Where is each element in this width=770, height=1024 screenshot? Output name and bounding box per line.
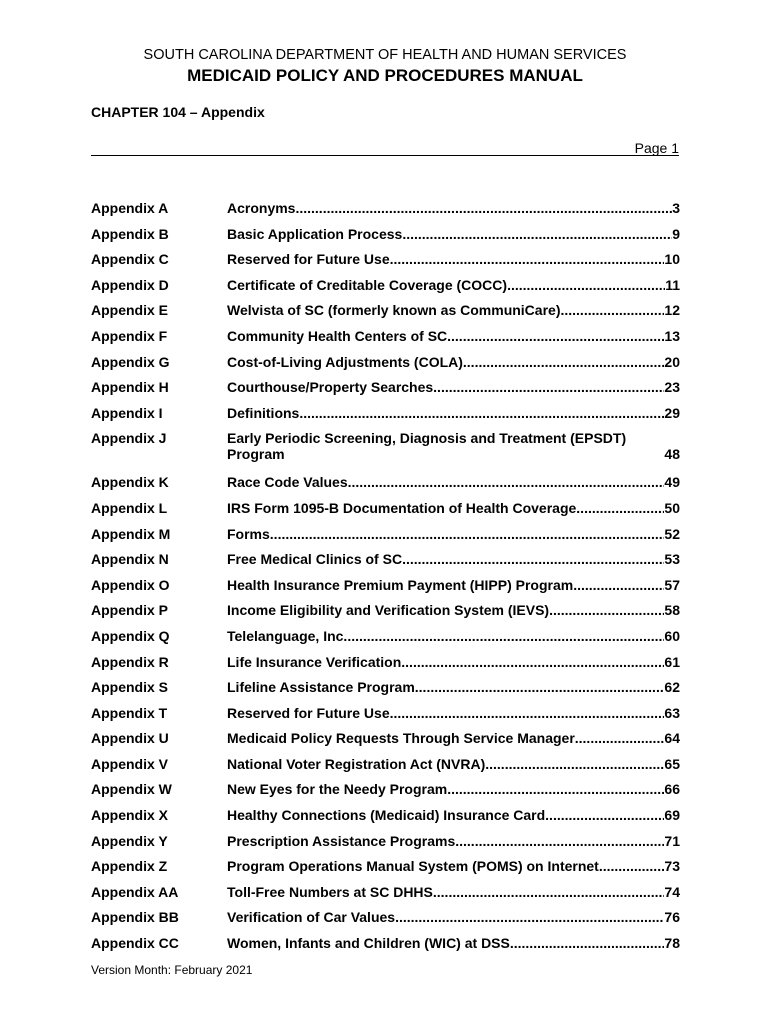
toc-page-number: 73 bbox=[664, 858, 680, 875]
toc-entry bbox=[227, 807, 680, 823]
dot-leader bbox=[402, 226, 672, 242]
toc-entry-title: Courthouse/Property Searches bbox=[227, 379, 434, 396]
toc-entry-title: Life Insurance Verification bbox=[227, 653, 402, 670]
toc-entry bbox=[227, 602, 680, 618]
toc-entry bbox=[227, 679, 680, 695]
toc-appendix-label: Appendix N bbox=[91, 551, 169, 568]
toc-entry bbox=[227, 654, 680, 670]
toc-page-number: 52 bbox=[664, 525, 680, 542]
dot-leader bbox=[599, 858, 665, 874]
toc-appendix-label: Appendix Y bbox=[91, 832, 168, 849]
toc-row[interactable] bbox=[91, 354, 680, 380]
dot-leader bbox=[295, 200, 672, 216]
dot-leader bbox=[270, 526, 665, 542]
toc-page-number: 9 bbox=[672, 225, 680, 242]
toc-row[interactable] bbox=[91, 200, 680, 226]
toc-page-number: 50 bbox=[664, 499, 680, 516]
toc-page-number: 23 bbox=[664, 379, 680, 396]
toc-entry-title: Cost-of-Living Adjustments (COLA) bbox=[227, 353, 463, 370]
toc-appendix-label: Appendix J bbox=[91, 430, 167, 447]
toc-appendix-label: Appendix B bbox=[91, 225, 169, 242]
chapter-heading: CHAPTER 104 – Appendix bbox=[91, 104, 265, 120]
dot-leader bbox=[510, 935, 665, 951]
toc-entry-title: Free Medical Clinics of SC bbox=[227, 551, 403, 568]
toc-row[interactable] bbox=[91, 628, 680, 654]
toc-entry bbox=[227, 935, 680, 951]
toc-entry bbox=[227, 379, 680, 395]
toc-entry bbox=[227, 756, 680, 772]
toc-entry-title: Medicaid Policy Requests Through Service Manager bbox=[227, 730, 575, 747]
dot-leader bbox=[545, 807, 664, 823]
manual-title: MEDICAID POLICY AND PROCEDURES MANUAL bbox=[187, 66, 583, 85]
dot-leader bbox=[415, 679, 665, 695]
toc-row[interactable] bbox=[91, 807, 680, 833]
toc-page-number: 49 bbox=[664, 474, 680, 491]
dot-leader bbox=[447, 781, 664, 797]
toc-entry bbox=[227, 884, 680, 900]
toc-entry bbox=[227, 526, 680, 542]
dot-leader bbox=[433, 379, 664, 395]
dot-leader bbox=[455, 833, 664, 849]
dot-leader bbox=[402, 551, 664, 567]
toc-entry bbox=[227, 200, 680, 216]
toc-row[interactable] bbox=[91, 884, 680, 910]
toc-entry-title: Verification of Car Values bbox=[227, 909, 396, 926]
toc-entry bbox=[227, 226, 680, 242]
toc-entry bbox=[227, 500, 680, 516]
toc-page-number: 3 bbox=[672, 200, 680, 216]
toc-appendix-label: Appendix M bbox=[91, 525, 171, 542]
toc-row[interactable] bbox=[91, 328, 680, 354]
toc-entry-title: Prescription Assistance Programs bbox=[227, 832, 456, 849]
toc-entry-title: Reserved for Future Use bbox=[227, 251, 390, 268]
dot-leader bbox=[348, 474, 665, 490]
toc-entry-title: Toll-Free Numbers at SC DHHS bbox=[227, 883, 433, 900]
toc-row[interactable] bbox=[91, 705, 680, 731]
toc-row[interactable] bbox=[91, 781, 680, 807]
toc-entry-title: Acronyms bbox=[227, 200, 296, 216]
dot-leader bbox=[433, 884, 665, 900]
toc-page-number: 63 bbox=[664, 704, 680, 721]
department-name: SOUTH CAROLINA DEPARTMENT OF HEALTH AND HUMAN SERVICES bbox=[143, 47, 627, 63]
table-of-contents bbox=[91, 200, 680, 961]
toc-entry-title: Program Operations Manual System (POMS) on Internet bbox=[227, 858, 599, 875]
toc-appendix-label: Appendix D bbox=[91, 276, 169, 293]
toc-appendix-label: Appendix E bbox=[91, 302, 169, 319]
toc-page-number: 29 bbox=[664, 404, 680, 421]
toc-appendix-label: Appendix K bbox=[91, 474, 169, 491]
toc-page-number: 74 bbox=[664, 883, 680, 900]
toc-appendix-label: Appendix I bbox=[91, 404, 163, 421]
toc-entry bbox=[227, 577, 680, 593]
toc-entry-title: Community Health Centers of SC bbox=[227, 327, 448, 344]
dot-leader bbox=[395, 909, 664, 925]
toc-entry-title: Race Code Values bbox=[227, 474, 348, 491]
toc-appendix-label: Appendix W bbox=[91, 781, 172, 798]
toc-row[interactable] bbox=[91, 226, 680, 252]
dot-leader bbox=[447, 328, 664, 344]
toc-row[interactable] bbox=[91, 654, 680, 680]
toc-page-number: 69 bbox=[664, 807, 680, 824]
toc-appendix-label: Appendix BB bbox=[91, 909, 179, 926]
toc-page-number: 10 bbox=[664, 251, 680, 268]
toc-page-number: 60 bbox=[664, 627, 680, 644]
toc-appendix-label: Appendix Q bbox=[91, 627, 170, 644]
page-header-rule bbox=[91, 138, 679, 156]
toc-appendix-label: Appendix AA bbox=[91, 883, 179, 900]
toc-entry bbox=[227, 328, 680, 344]
toc-entry bbox=[227, 430, 680, 462]
toc-appendix-label: Appendix A bbox=[91, 200, 169, 216]
toc-row[interactable] bbox=[91, 935, 680, 961]
dot-leader bbox=[507, 277, 665, 293]
toc-entry-title: Lifeline Assistance Program bbox=[227, 679, 415, 696]
toc-appendix-label: Appendix U bbox=[91, 730, 169, 747]
toc-entry bbox=[227, 251, 680, 267]
dot-leader bbox=[549, 602, 664, 618]
dot-leader bbox=[575, 730, 665, 746]
toc-entry-title: Certificate of Creditable Coverage (COCC) bbox=[227, 276, 508, 293]
toc-appendix-label: Appendix V bbox=[91, 755, 169, 772]
version-footer: Version Month: February 2021 bbox=[91, 963, 253, 977]
toc-row[interactable] bbox=[91, 302, 680, 328]
toc-row[interactable] bbox=[91, 858, 680, 884]
dot-leader bbox=[401, 654, 664, 670]
toc-entry bbox=[227, 302, 680, 318]
toc-appendix-label: Appendix F bbox=[91, 327, 168, 344]
toc-entry bbox=[227, 628, 680, 644]
toc-row[interactable] bbox=[91, 756, 680, 782]
toc-entry-title: Telelanguage, Inc. bbox=[227, 627, 348, 644]
toc-appendix-label: Appendix P bbox=[91, 602, 169, 619]
toc-entry-title: Forms bbox=[227, 525, 270, 542]
toc-entry-title: Basic Application Process bbox=[227, 225, 403, 242]
toc-entry-title: Definitions bbox=[227, 404, 300, 421]
toc-page-number: 20 bbox=[664, 353, 680, 370]
toc-entry bbox=[227, 277, 680, 293]
toc-appendix-label: Appendix H bbox=[91, 379, 169, 396]
page-number: Page 1 bbox=[634, 140, 679, 156]
toc-entry bbox=[227, 909, 680, 925]
toc-entry bbox=[227, 781, 680, 797]
toc-entry-title: Early Periodic Screening, Diagnosis and Treatment (EPSDT) Program bbox=[227, 430, 627, 463]
toc-page-number: 78 bbox=[664, 935, 680, 952]
dot-leader bbox=[485, 756, 664, 772]
toc-entry bbox=[227, 354, 680, 370]
toc-row[interactable] bbox=[91, 500, 680, 526]
toc-appendix-label: Appendix S bbox=[91, 679, 169, 696]
toc-appendix-label: Appendix C bbox=[91, 251, 169, 268]
toc-row[interactable] bbox=[91, 730, 680, 756]
toc-page-number: 71 bbox=[664, 832, 680, 849]
toc-entry-title: Welvista of SC (formerly known as CommuniCare) bbox=[227, 302, 561, 319]
toc-entry bbox=[227, 405, 680, 421]
toc-appendix-label: Appendix X bbox=[91, 807, 169, 824]
toc-page-number: 11 bbox=[665, 276, 680, 293]
toc-row[interactable] bbox=[91, 909, 680, 935]
toc-entry-title: New Eyes for the Needy Program bbox=[227, 781, 448, 798]
toc-row[interactable] bbox=[91, 379, 680, 405]
toc-row[interactable] bbox=[91, 251, 680, 277]
toc-row[interactable] bbox=[91, 551, 680, 577]
toc-page-number: 57 bbox=[664, 576, 680, 593]
dot-leader bbox=[299, 405, 664, 421]
toc-page-number: 65 bbox=[664, 755, 680, 772]
toc-appendix-label: Appendix G bbox=[91, 353, 170, 370]
toc-appendix-label: Appendix CC bbox=[91, 935, 179, 952]
toc-page-number: 66 bbox=[664, 781, 680, 798]
toc-page-number: 53 bbox=[664, 551, 680, 568]
toc-page-number: 12 bbox=[664, 302, 680, 319]
toc-entry bbox=[227, 474, 680, 490]
toc-row[interactable] bbox=[91, 277, 680, 303]
toc-entry-title: Health Insurance Premium Payment (HIPP) Program bbox=[227, 576, 574, 593]
toc-entry bbox=[227, 833, 680, 849]
toc-page-number: 48 bbox=[664, 446, 680, 463]
toc-row[interactable] bbox=[91, 602, 680, 628]
toc-row[interactable] bbox=[91, 526, 680, 552]
toc-entry-title: Income Eligibility and Verification System (IEVS) bbox=[227, 602, 550, 619]
toc-entry bbox=[227, 730, 680, 746]
toc-entry-title: Women, Infants and Children (WIC) at DSS bbox=[227, 935, 510, 952]
toc-row[interactable] bbox=[91, 833, 680, 859]
dot-leader bbox=[347, 628, 664, 644]
toc-appendix-label: Appendix Z bbox=[91, 858, 168, 875]
toc-entry bbox=[227, 551, 680, 567]
toc-page-number: 64 bbox=[664, 730, 680, 747]
toc-entry-title: National Voter Registration Act (NVRA) bbox=[227, 755, 486, 772]
toc-entry bbox=[227, 858, 680, 874]
toc-row[interactable] bbox=[91, 405, 680, 431]
toc-appendix-label: Appendix T bbox=[91, 704, 168, 721]
dot-leader bbox=[463, 354, 665, 370]
toc-row[interactable] bbox=[91, 679, 680, 705]
toc-entry-title: Reserved for Future Use bbox=[227, 704, 390, 721]
toc-appendix-label: Appendix R bbox=[91, 653, 169, 670]
toc-row[interactable] bbox=[91, 430, 680, 474]
toc-page-number: 62 bbox=[664, 679, 680, 696]
dot-leader bbox=[576, 500, 664, 516]
toc-page-number: 13 bbox=[664, 327, 680, 344]
toc-page-number: 76 bbox=[664, 909, 680, 926]
dot-leader bbox=[390, 705, 665, 721]
toc-entry-title: Healthy Connections (Medicaid) Insurance Card bbox=[227, 807, 546, 824]
toc-entry-title: IRS Form 1095-B Documentation of Health Coverage bbox=[227, 499, 577, 516]
toc-appendix-label: Appendix L bbox=[91, 499, 168, 516]
dot-leader bbox=[573, 577, 664, 593]
toc-page-number: 61 bbox=[664, 653, 680, 670]
toc-entry bbox=[227, 705, 680, 721]
toc-appendix-label: Appendix O bbox=[91, 576, 170, 593]
toc-row[interactable] bbox=[91, 577, 680, 603]
toc-page-number: 58 bbox=[664, 602, 680, 619]
dot-leader bbox=[390, 251, 665, 267]
dot-leader bbox=[560, 302, 664, 318]
toc-row[interactable] bbox=[91, 474, 680, 500]
